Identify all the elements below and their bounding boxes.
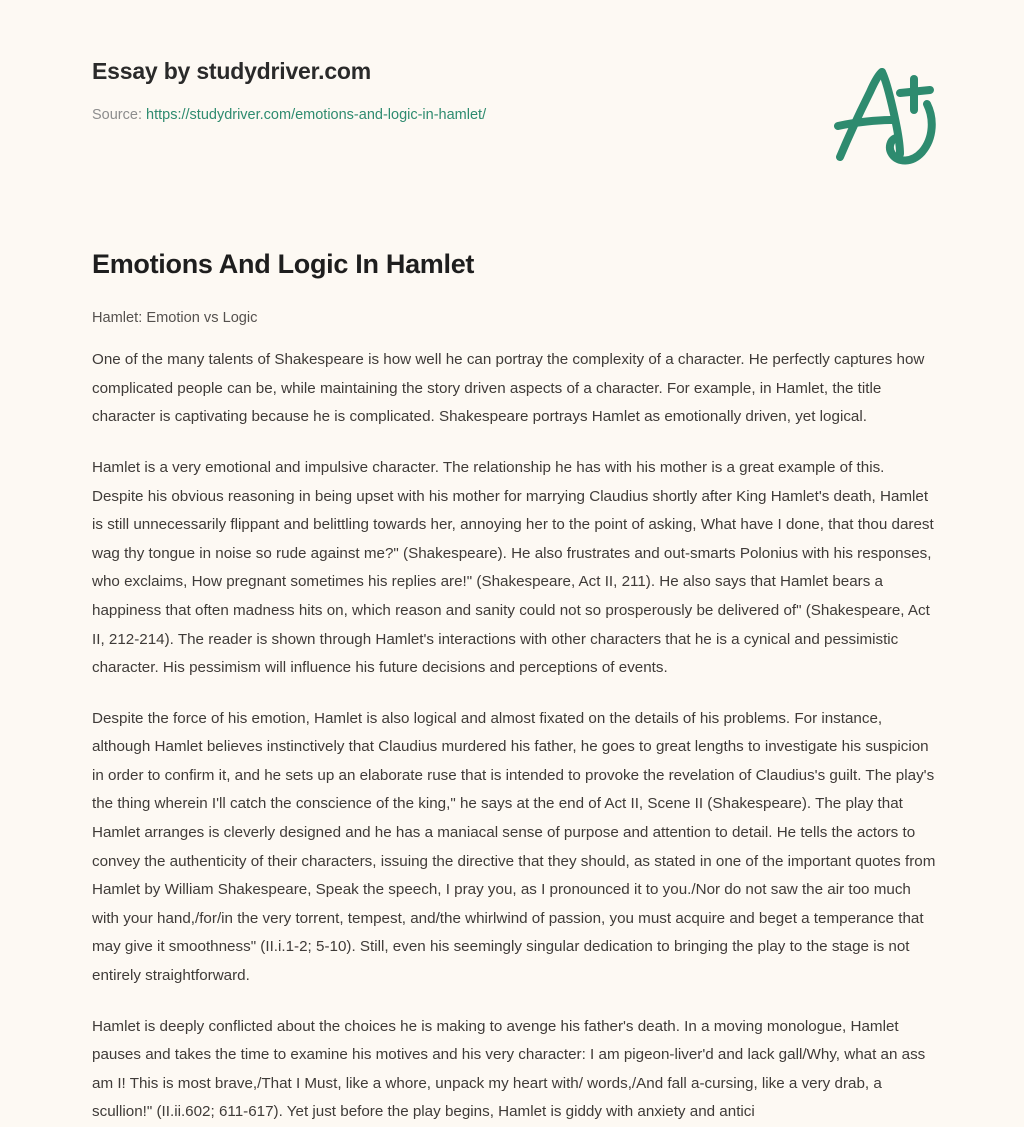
page-title: Emotions And Logic In Hamlet bbox=[92, 249, 475, 279]
paragraph: Despite the force of his emotion, Hamlet is also logical and almost fixated on the details of his problems. For instance, although Hamlet believes instinctively that Claudius murdered his father, he goes to great lengths to investigate his suspicion in order to confirm it, and he sets up an elaborate ruse that is intended to provoke the revelation of Claudius's guilt. The play's the thing wherein I'll catch the conscience of the king," he says at the end of Act II, Scene II (Shakespeare). The play that Hamlet arranges is cleverly designed and he has a maniacal sense of purpose and attention to detail. He tells the actors to convey the authenticity of their characters, issuing the directive that they should, as stated in one of the important quotes from Hamlet by William Shakespeare, Speak the speech, I pray you, as I pronounced it to you./Nor do not saw the air too much with your hand,/for/in the very torrent, tempest, and/the whirlwind of passion, you must acquire and beget a temperance that may give it smoothness" (II.i.1-2; 5-10). Still, even his seemingly singular dedication to bringing the play to the stage is not entirely straightforward. bbox=[92, 709, 936, 985]
essay-by-heading: Essay by studydriver.com bbox=[92, 58, 372, 84]
paragraph: Hamlet is a very emotional and impulsive character. The relationship he has with his mother is a great example of this. Despite his obvious reasoning in being upset with his mother for marrying Claudius shortly after King Hamlet's death, Hamlet is still unnecessarily flippant and belittling towards her, annoying her to the point of asking, What have I done, that thou darest wag thy tongue in noise so rude against me?" (Shakespeare). He also frustrates and out-smarts Polonius with his responses, who exclaims, How pregnant sometimes his replies are!" (Shakespeare, Act II, 211). He also says that Hamlet bears a happiness that often madness hits on, which reason and sanity could not so prosperously be delivered of" (Shakespeare, Act II, 212-214). The reader is shown through Hamlet's interactions with other characters that he is a cynical and pessimistic character. His pessimism will influence his future decisions and perceptions of events. bbox=[92, 458, 934, 677]
source-line bbox=[92, 106, 944, 125]
a-plus-grade-logo[interactable] bbox=[826, 62, 944, 170]
paragraph: One of the many talents of Shakespeare is how well he can portray the complexity of a character. He perfectly captures how complicated people can be, while maintaining the story driven aspects of a character. For example, in Hamlet, the title character is captivating because he is complicated. Shakespeare portrays Hamlet as emotionally driven, yet logical. bbox=[92, 351, 925, 426]
page-header bbox=[92, 58, 944, 124]
article-container bbox=[92, 248, 938, 1127]
article-subtitle: Hamlet: Emotion vs Logic bbox=[92, 309, 258, 326]
a-plus-logo-icon bbox=[826, 62, 944, 170]
paragraph: Hamlet is deeply conflicted about the choices he is making to avenge his father's death. In a moving monologue, Hamlet pauses and takes the time to examine his motives and his very character: I am pigeon-liver'd and lack gall/Why, what an ass am I! This is most brave,/That I Must, like a whore, unpack my heart with/ words,/And fall a-cursing, like a very drab, a scullion!" (II.ii.602; 611-617). Yet just before the play begins, Hamlet is giddy with anxiety and antici bbox=[92, 1017, 926, 1121]
source-label: Source: bbox=[92, 106, 142, 123]
source-url-link[interactable]: https://studydriver.com/emotions-and-logic-in-hamlet/ bbox=[146, 106, 487, 123]
article-body bbox=[92, 328, 938, 1127]
